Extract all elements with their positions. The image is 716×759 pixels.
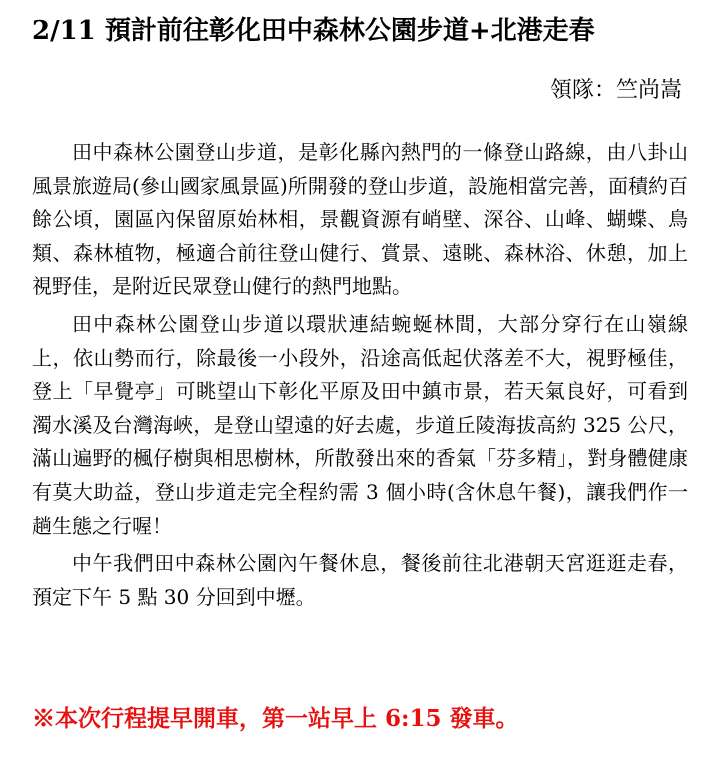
- document-title: 2/11 預計前往彰化田中森林公園步道+北港走春: [32, 16, 595, 46]
- departure-notice: ※本次行程提早開車，第一站早上 6:15 發車。: [32, 705, 519, 732]
- paragraph-trail-intro: 田中森林公園登山步道，是彰化縣內熱門的一條登山路線，由八卦山風景旅遊局(參山國家風景區)所開發的登山步道，設施相當完善，面積約百餘公頃，園區內保留原始林相，景觀資源有峭壁、深谷、山峰、蝴蝶、鳥類、森林植物，極適合前往登山健行、賞景、遠眺、森林浴、休憩，加上視野佳，是附近民眾登山健行的熱門地點。: [32, 140, 688, 299]
- paragraph-lunch-schedule: 中午我們田中森林公園內午餐休息，餐後前往北港朝天宮逛逛走春，預定下午 5 點 30 分回到中壢。: [32, 551, 688, 609]
- paragraph-trail-details: 田中森林公園登山步道以環狀連結蜿蜒林間，大部分穿行在山嶺線上，依山勢而行，除最後一小段外，沿途高低起伏落差不大，視野極佳，登上「早覺亭」可眺望山下彰化平原及田中鎮市景，若天氣良好，可看到濁水溪及台灣海峽，是登山望遠的好去處，步道丘陵海拔高約 325 公尺，滿山遍野的楓仔樹與相思樹林，所散發出來的香氣「芬多精」，對身體健康有莫大助益，登山步道走完全程約需 3 個小時(含休息午餐)，讓我們作一趟生態之行喔！: [32, 311, 688, 538]
- team-leader-line: 領隊：竺尚嵩: [549, 78, 682, 103]
- document-body: [32, 136, 688, 614]
